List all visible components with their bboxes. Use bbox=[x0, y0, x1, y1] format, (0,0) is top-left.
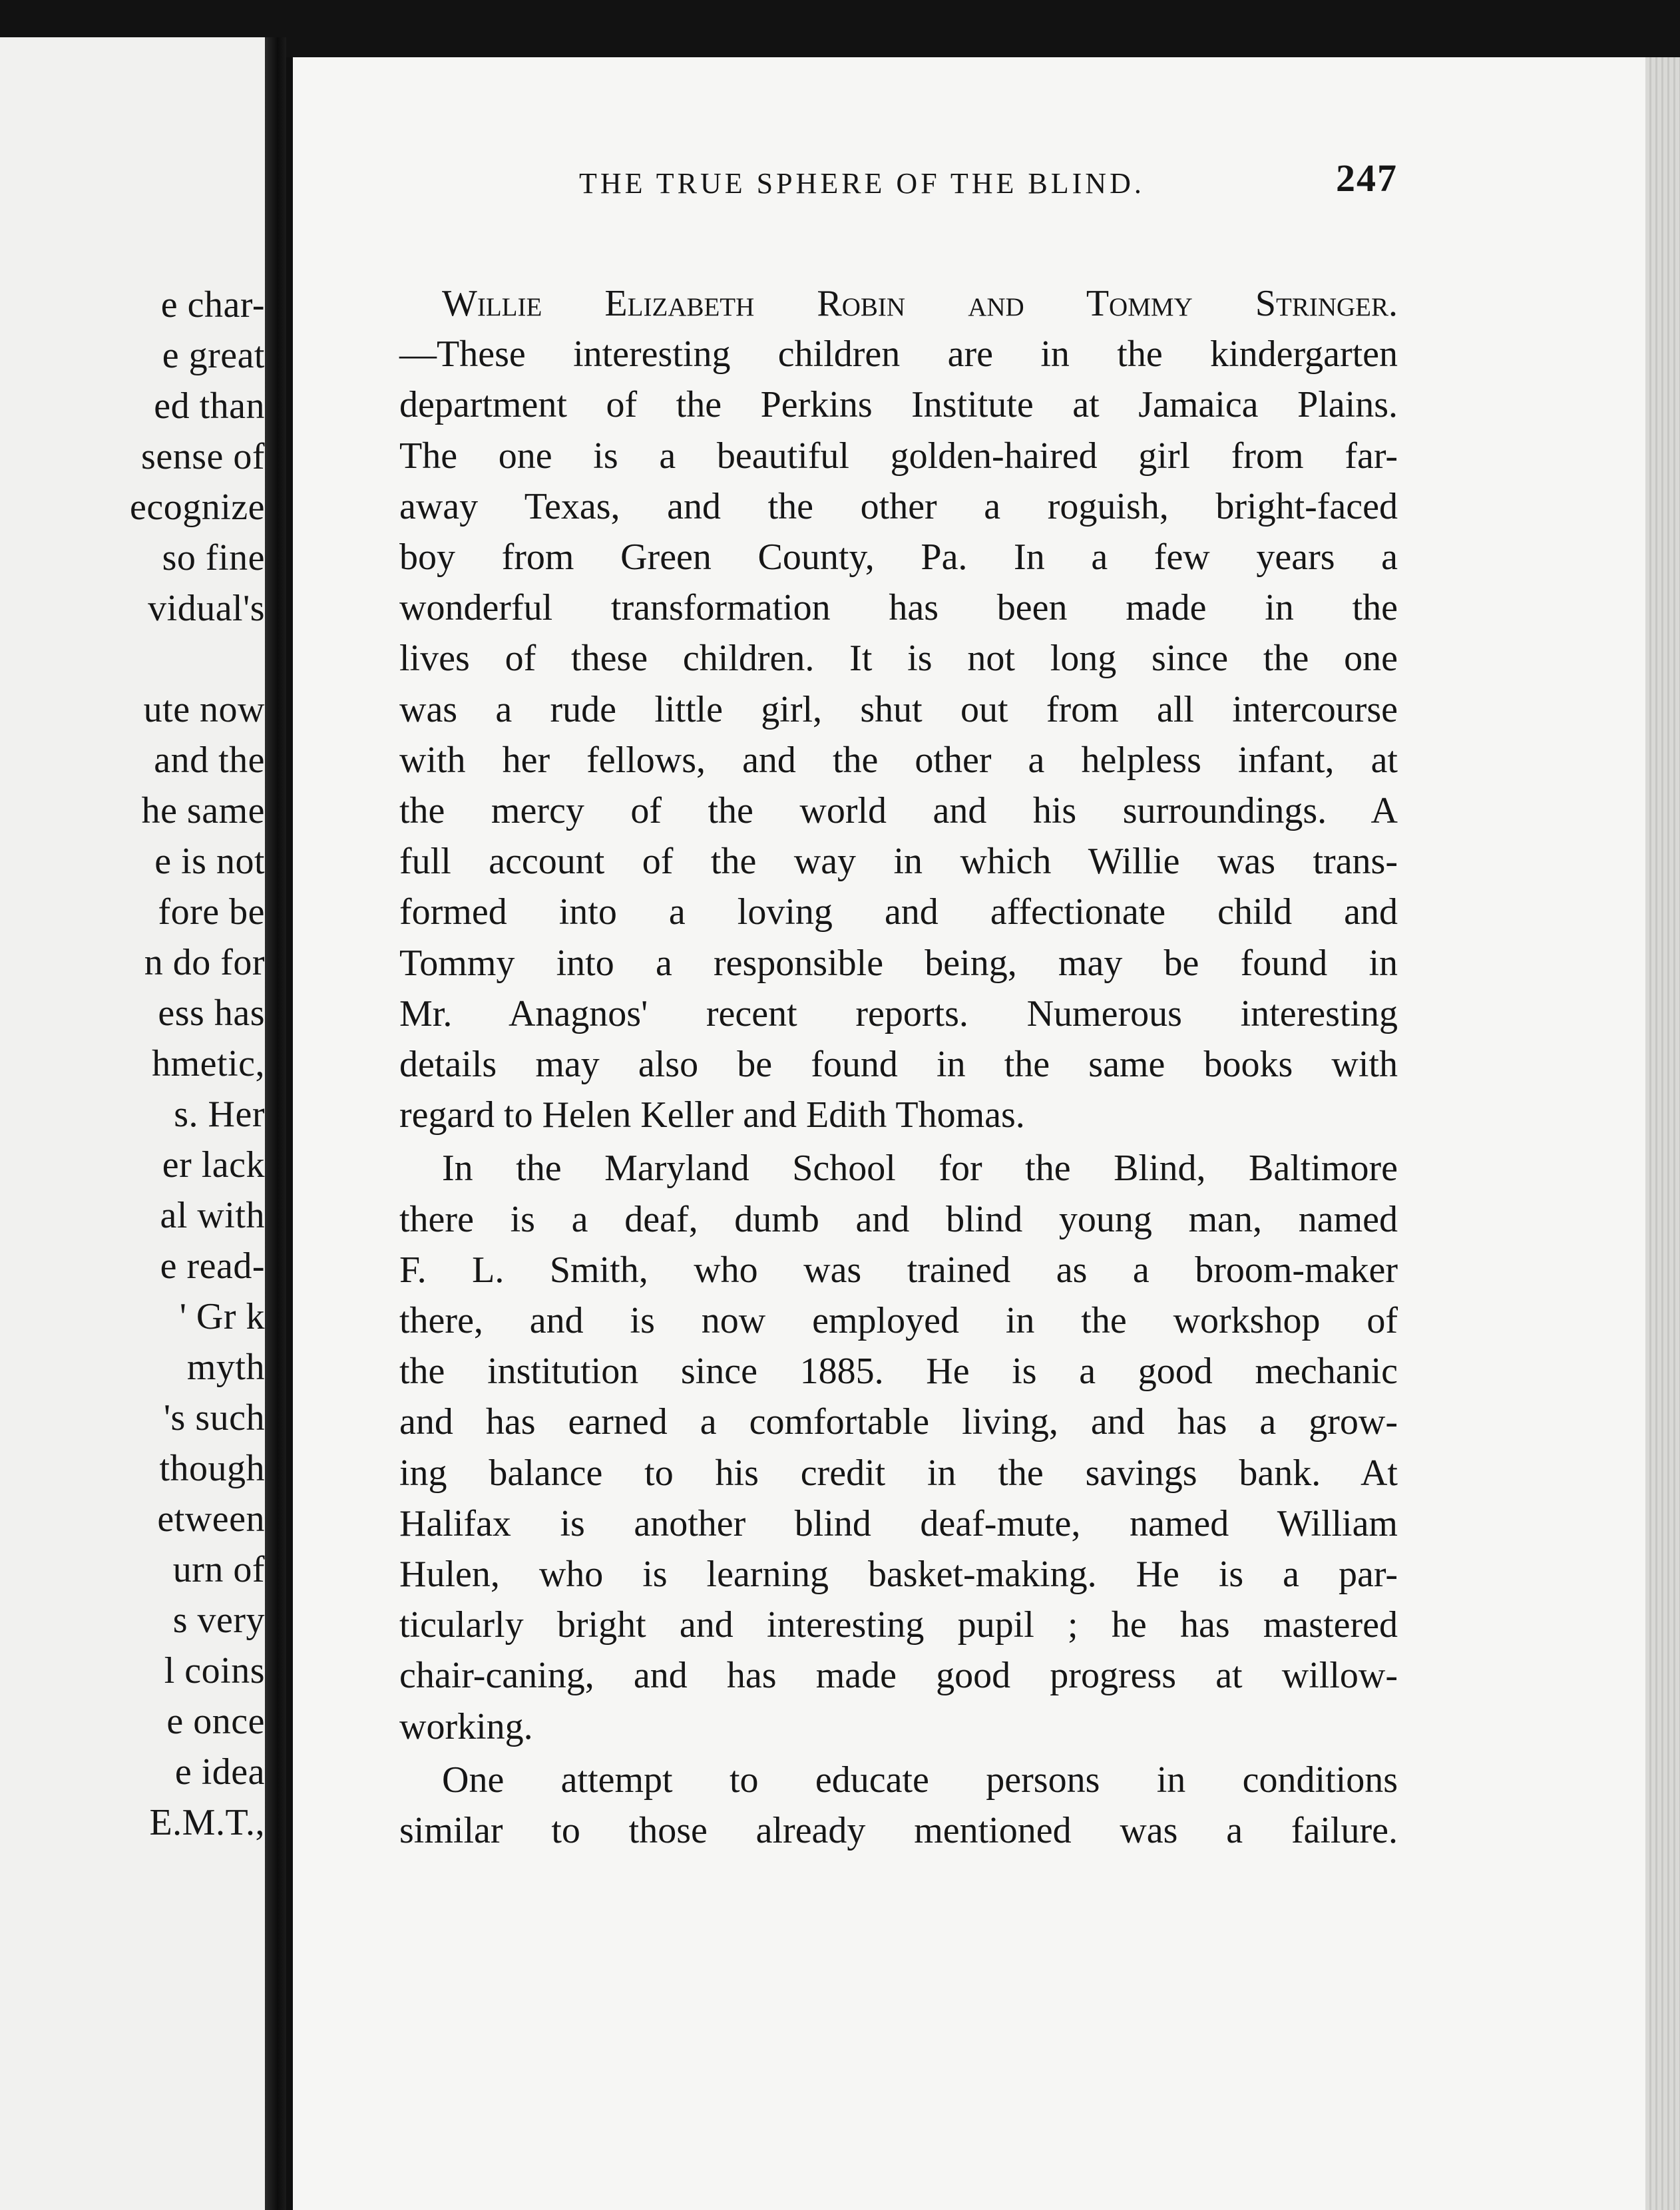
left-page-line: e once bbox=[166, 1701, 265, 1742]
left-page-line: ess has bbox=[158, 993, 265, 1034]
left-page-line: and the bbox=[154, 740, 265, 781]
left-page-line: e is not bbox=[154, 841, 265, 882]
body-line: ing balance to his credit in the savings bank. At bbox=[399, 1452, 1398, 1494]
left-page-line: s. Her bbox=[174, 1094, 265, 1135]
left-page-line: myth bbox=[186, 1347, 265, 1388]
left-page-line: e idea bbox=[174, 1751, 265, 1793]
body-line: boy from Green County, Pa. In a few years a bbox=[399, 537, 1398, 578]
body-line: wonderful transformation has been made in the bbox=[399, 587, 1398, 629]
left-page-line: hmetic, bbox=[152, 1043, 265, 1084]
left-page-line: etween bbox=[157, 1498, 265, 1540]
body-line: the mercy of the world and his surroundings. A bbox=[399, 790, 1398, 831]
body-line: and has earned a comfortable living, and has a grow- bbox=[399, 1401, 1398, 1443]
left-page-line: e great bbox=[162, 335, 265, 376]
left-page-line: so fine bbox=[162, 537, 265, 578]
left-page-line: sense of bbox=[141, 436, 265, 477]
body-line: lives of these children. It is not long since the one bbox=[399, 638, 1398, 680]
left-page-line: e read- bbox=[160, 1245, 265, 1287]
left-page-line: he same bbox=[141, 790, 265, 831]
body-line: formed into a loving and affectionate child and bbox=[399, 891, 1398, 933]
body-line: Mr. Anagnos' recent reports. Numerous interesting bbox=[399, 993, 1398, 1034]
body-line: there, and is now employed in the workshop of bbox=[399, 1300, 1398, 1341]
left-page-line: urn of bbox=[172, 1549, 265, 1590]
body-line: with her fellows, and the other a helpless infant, at bbox=[399, 739, 1398, 781]
body-line: away Texas, and the other a roguish, bright-faced bbox=[399, 485, 1398, 527]
body-line: chair-caning, and has made good progress at willow- bbox=[399, 1655, 1398, 1697]
book-gutter bbox=[265, 37, 286, 2210]
body-line: Halifax is another blind deaf-mute, named William bbox=[399, 1502, 1398, 1544]
body-line: was a rude little girl, shut out from all intercourse bbox=[399, 688, 1398, 730]
body-line: —These interesting children are in the kindergarten bbox=[399, 333, 1398, 375]
body-line: F. L. Smith, who was trained as a broom-maker bbox=[399, 1249, 1398, 1291]
body-line: details may also be found in the same books with bbox=[399, 1044, 1398, 1085]
left-page-line: fore be bbox=[158, 891, 265, 933]
body-line: regard to Helen Keller and Edith Thomas. bbox=[399, 1094, 1025, 1136]
left-page bbox=[0, 37, 265, 2210]
left-page-line: e char- bbox=[160, 284, 265, 326]
left-page-line: 's such bbox=[163, 1397, 265, 1438]
left-page-line: l coins bbox=[164, 1650, 265, 1691]
left-page-line: er lack bbox=[162, 1144, 265, 1186]
body-line: working. bbox=[399, 1705, 533, 1747]
body-line: One attempt to educate persons in conditions bbox=[442, 1759, 1398, 1801]
left-page-line: al with bbox=[160, 1195, 265, 1236]
left-page-line: ' Gr k bbox=[179, 1296, 265, 1337]
body-line: ticularly bright and interesting pupil ; he has mastered bbox=[399, 1604, 1398, 1646]
body-line: Hulen, who is learning basket-making. He is a par- bbox=[399, 1554, 1398, 1595]
page-number: 247 bbox=[1336, 156, 1398, 200]
body-line: similar to those already mentioned was a failure. bbox=[399, 1810, 1398, 1851]
left-page-line: though bbox=[159, 1448, 265, 1489]
left-page-line: ute now bbox=[143, 689, 265, 730]
body-line: there is a deaf, dumb and blind young man, named bbox=[399, 1198, 1398, 1240]
left-page-line: n do for bbox=[144, 942, 265, 983]
left-page-line: E.M.T., bbox=[149, 1802, 265, 1843]
left-page-line: s very bbox=[172, 1600, 265, 1641]
body-line: Tommy into a responsible being, may be found in bbox=[399, 942, 1398, 984]
left-page-line: ecognize bbox=[130, 487, 265, 528]
running-head: THE TRUE SPHERE OF THE BLIND. bbox=[579, 167, 1145, 200]
body-line: department of the Perkins Institute at Jamaica Plains. bbox=[399, 384, 1398, 426]
page-edge bbox=[1645, 57, 1680, 2210]
body-line: full account of the way in which Willie was trans- bbox=[399, 841, 1398, 883]
body-line: the institution since 1885. He is a good mechanic bbox=[399, 1351, 1398, 1393]
body-line: Willie Elizabeth Robin and Tommy Stringer. bbox=[442, 283, 1398, 324]
body-line: The one is a beautiful golden-haired girl from far- bbox=[399, 435, 1398, 477]
page-header bbox=[579, 146, 1398, 220]
left-page-line: vidual's bbox=[148, 588, 265, 629]
left-page-line: ed than bbox=[154, 385, 265, 427]
body-line: In the Maryland School for the Blind, Baltimore bbox=[442, 1148, 1398, 1190]
